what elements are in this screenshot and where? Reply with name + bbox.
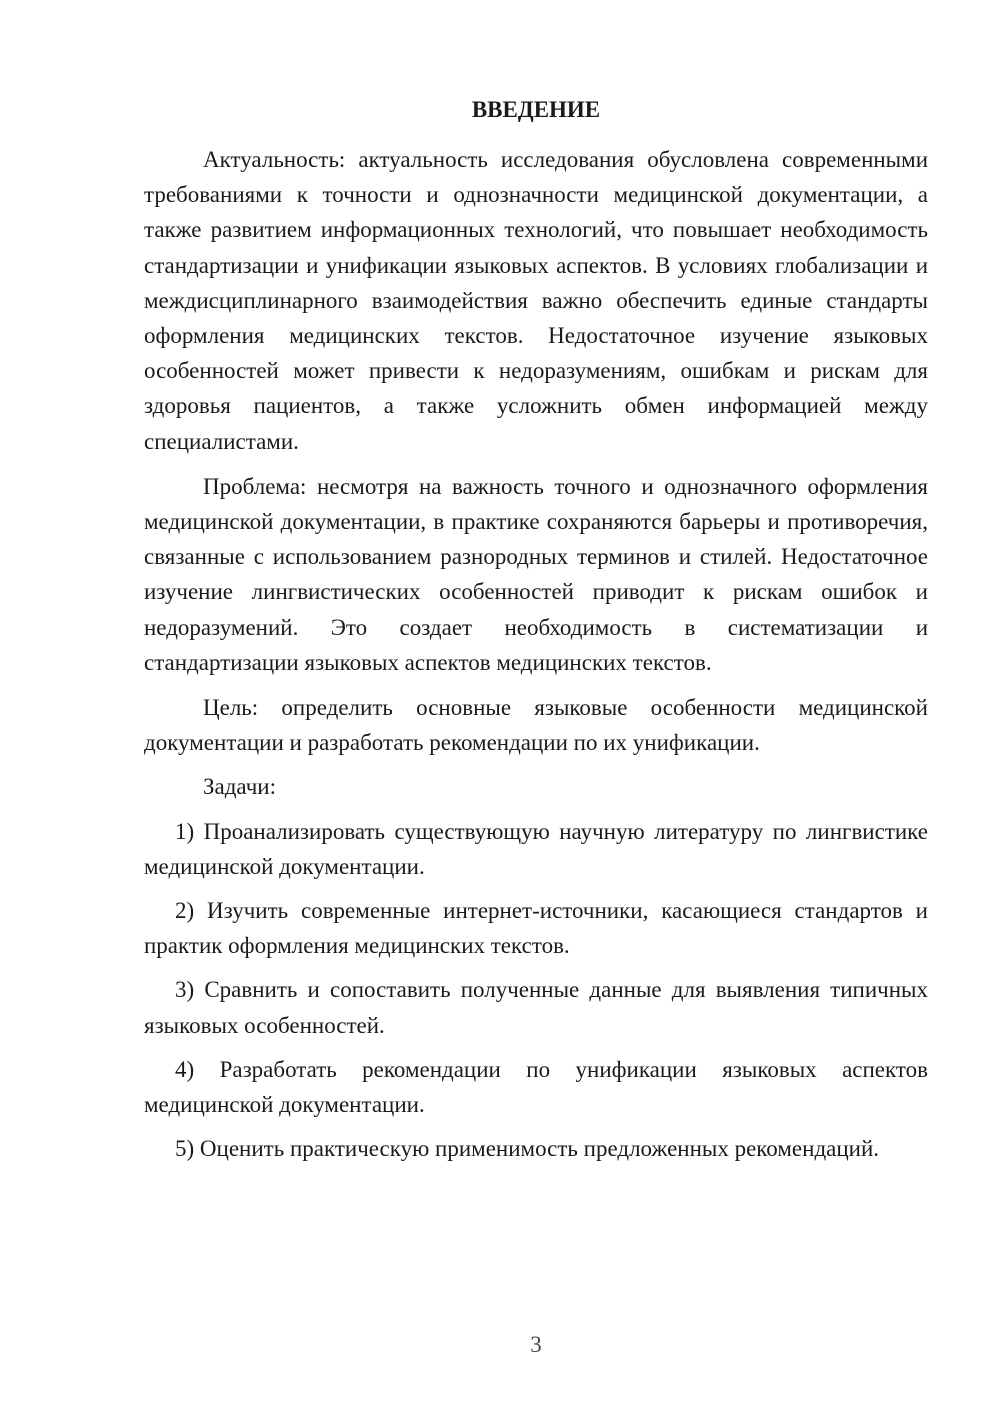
page-body [144, 92, 928, 1166]
task-item: 2) Изучить современные интернет-источники, касающиеся стандартов и практик оформления медицинских текстов. [144, 898, 928, 959]
task-item: 1) Проанализировать существующую научную литературу по лингвистике медицинской документации. [144, 818, 928, 879]
task-item: 5) Оценить практическую применимость предложенных рекомендаций. [175, 1136, 880, 1162]
goal-paragraph: Цель: определить основные языковые особенности медицинской документации и разработать рекомендации по их унификации. [144, 695, 928, 756]
page-number: 3 [530, 1332, 542, 1357]
task-item: 4) Разработать рекомендации по унификации языковых аспектов медицинской документации. [144, 1056, 928, 1118]
tasks-label: Задачи: [203, 774, 276, 800]
problem-paragraph: Проблема: несмотря на важность точного и однозначного оформления медицинской документации, в практике сохраняются барьеры и противоречия, связанные с использованием разнородных терминов и стилей. Недостаточное изучение лингвистических особенностей приводит к рискам ошибок и недоразумений. Это создает необходимость в систематизации и стандартизации языковых аспектов медицинских текстов. [144, 473, 928, 675]
task-item: 3) Сравнить и сопоставить полученные данные для выявления типичных языковых особенностей. [144, 977, 928, 1038]
section-heading: ВВЕДЕНИЕ [471, 97, 601, 122]
relevance-paragraph: Актуальность: актуальность исследования обусловлена современными требованиями к точности и однозначности медицинской документации, а также развитием информационных технологий, что повышает необходимость стандартизации и унификации языковых аспектов. В условиях глобализации и междисциплинарного взаимодействия важно обеспечить единые стандарты оформления медицинских текстов. Недостаточное изучение языковых особенностей может привести к недоразумениям, ошибкам и рискам для здоровья пациентов, а также усложнить обмен информацией между специалистами. [144, 147, 928, 454]
tasks-list [144, 814, 928, 1167]
